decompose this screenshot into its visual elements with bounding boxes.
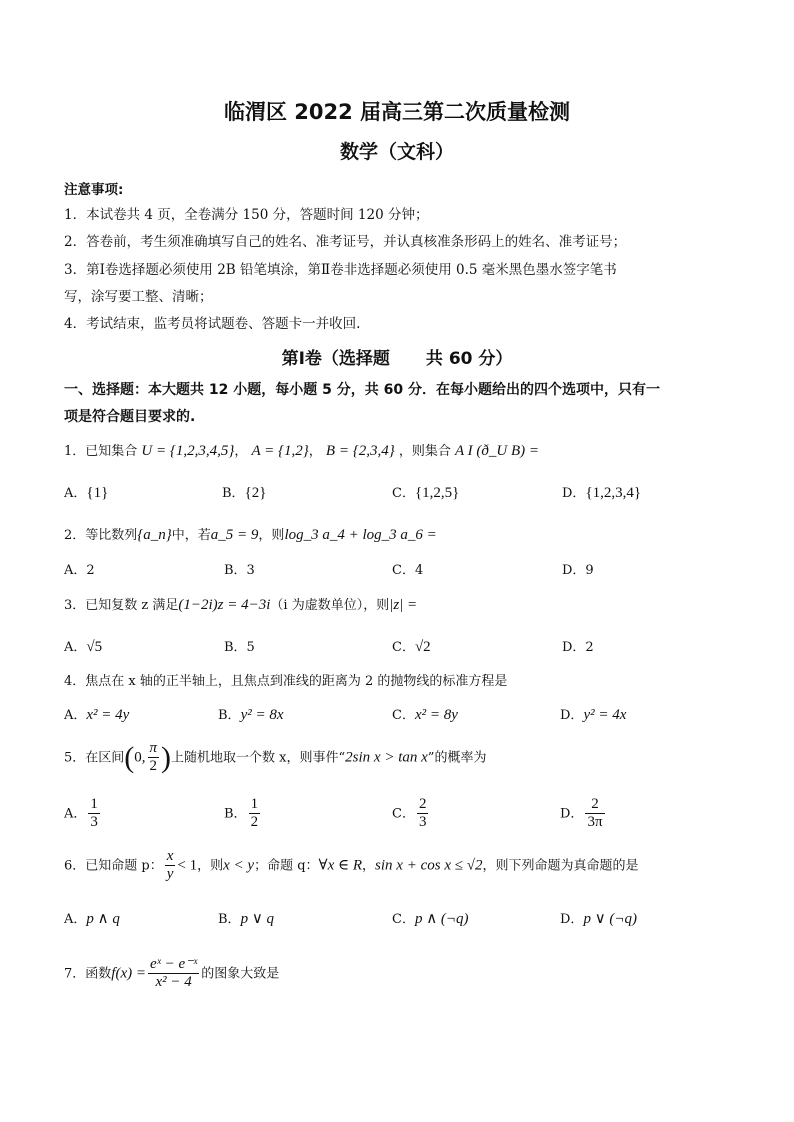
question-4: 4．焦点在 x 轴的正半轴上，且焦点到准线的距离为 2 的抛物线的标准方程是 [64, 674, 508, 689]
question-7 [64, 956, 279, 992]
math-expr: a_5 = 9 [210, 527, 259, 543]
option-c: C．{1,2,5} [392, 485, 460, 501]
math-expr: 0, [134, 749, 146, 766]
fraction: $\frac{\pi}{2}$ [149, 740, 158, 775]
question-6 [64, 848, 638, 884]
fraction: $\frac{x}{y}$ [166, 848, 174, 883]
option-a: A．2 [64, 563, 95, 578]
fraction: $\frac{\text{eˣ − e⁻ˣ}}{\text{x² − 4}}$ [149, 956, 198, 991]
notes-heading: 注意事项: [64, 182, 124, 198]
question-text: ，则 [197, 858, 224, 874]
question-text: ；命题 q： [254, 858, 319, 874]
note-item: 3．第Ⅰ卷选择题必须使用 2B 铅笔填涂，第Ⅱ卷非选择题必须使用 0.5 毫米黑色墨水签字笔书 [64, 262, 617, 278]
option-d: D．p ∨ (¬q) [560, 911, 638, 927]
option-d: D．9 [562, 563, 594, 578]
question-text: 的图象大致是 [201, 966, 280, 982]
option-b: B． $\frac{1}{2}$ [224, 796, 259, 831]
question-text: 中，若 [171, 528, 211, 543]
math-expr: sin x + cos x ≤ √2 [375, 857, 483, 874]
math-expr: log_3 a_4 + log_3 a_6 = [284, 527, 437, 543]
section-intro: 项是符合题目要求的. [64, 409, 196, 425]
question-text: ，则集合 [398, 444, 451, 459]
math-expr: f(x) = [111, 965, 146, 982]
math-expr: {a_n} [137, 527, 172, 543]
option-c: C．x² = 8y [392, 707, 458, 723]
option-d: D．{1,2,3,4} [562, 485, 642, 501]
exam-subject: 数学（文科） [339, 141, 454, 163]
question-2 [64, 524, 437, 544]
exam-title: 临渭区 2022 届高三第二次质量检测 [223, 100, 571, 124]
section-title-part: 第Ⅰ卷（选择题 [281, 349, 390, 369]
option-c: C．4 [392, 563, 424, 578]
option-c: C．p ∧ (¬q) [392, 911, 469, 927]
option-d: D．2 [562, 640, 594, 655]
note-item: 4．考试结束，监考员将试题卷、答题卡一并收回. [64, 316, 361, 332]
question-stem: 3．已知复数 z 满足 [64, 598, 179, 613]
section-title-part: 共 60 分） [425, 349, 513, 369]
note-item: 写，涂写要工整、清晰； [64, 289, 213, 305]
question-stem: 2．等比数列 [64, 528, 138, 543]
note-item: 2．答卷前，考生须准确填写自己的姓名、准考证号，并认真核准条形码上的姓名、准考证号； [64, 234, 627, 250]
option-b: B．p ∨ q [218, 911, 275, 927]
note-item: 1．本试卷共 4 页，全卷满分 150 分，答题时间 120 分钟； [64, 207, 429, 223]
option-b: B．y² = 8x [218, 707, 284, 723]
math-expr: A I (ð_U B) = [455, 443, 540, 459]
math-expr: x < y [223, 857, 255, 874]
math-expr: ∀x ∈ R [318, 857, 363, 874]
math-expr: < 1 [177, 857, 198, 874]
section-title [0, 344, 794, 369]
question-stem: 1．已知集合 [64, 444, 138, 459]
question-text: 上随机地取一个数 x，则事件“ [171, 750, 346, 766]
option-a: A．√5 [64, 639, 103, 655]
math-expr: 2sin x > tan x [345, 749, 428, 766]
math-expr: A = {1,2} [251, 443, 309, 459]
option-b: B．3 [224, 563, 255, 578]
question-text: ”的概率为 [427, 750, 487, 766]
math-expr: U = {1,2,3,4,5} [141, 443, 235, 459]
option-a: A．p ∧ q [64, 911, 120, 927]
question-3 [64, 594, 417, 614]
question-text: （i 为虚数单位），则 [270, 598, 390, 613]
option-d: D．y² = 4x [560, 707, 627, 723]
math-expr: (1−2i)z = 4−3i [178, 597, 271, 613]
option-c: C．√2 [392, 639, 431, 655]
question-stem: 5．在区间 [64, 750, 125, 766]
question-text: ，则 [258, 528, 285, 543]
question-text: ， [362, 858, 376, 874]
section-intro: 一、选择题：本大题共 12 小题，每小题 5 分，共 60 分．在每小题给出的四个选项中，只有一 [64, 382, 660, 398]
option-a: A．{1} [64, 485, 109, 501]
math-expr: B = {2,3,4} [325, 443, 395, 459]
question-stem: 7．函数 [64, 966, 112, 982]
question-stem: 6．已知命题 p： [64, 858, 163, 874]
math-expr: |z| = [389, 597, 418, 613]
option-b: B．5 [224, 640, 255, 655]
question-text: ，则下列命题为真命题的是 [482, 858, 639, 874]
option-b: B．{2} [222, 485, 267, 501]
option-a: A．x² = 4y [64, 707, 130, 723]
option-a: A． $\frac{1}{3}$ [64, 796, 98, 831]
question-1: 1．已知集合 U = {1,2,3,4,5}， A = {1,2}， B = {2,3,4} ，则集合 A I (ð_U B) = [64, 443, 540, 459]
option-d: D． $\frac{2}{3\pi}$ [560, 796, 603, 831]
option-c: C． $\frac{2}{3}$ [392, 796, 427, 831]
question-5: 5．在区间(0, $\frac{\pi}{2}$ )上随机地取一个数 x，则事件“2sin x > tan x”的概率为 [64, 740, 487, 775]
